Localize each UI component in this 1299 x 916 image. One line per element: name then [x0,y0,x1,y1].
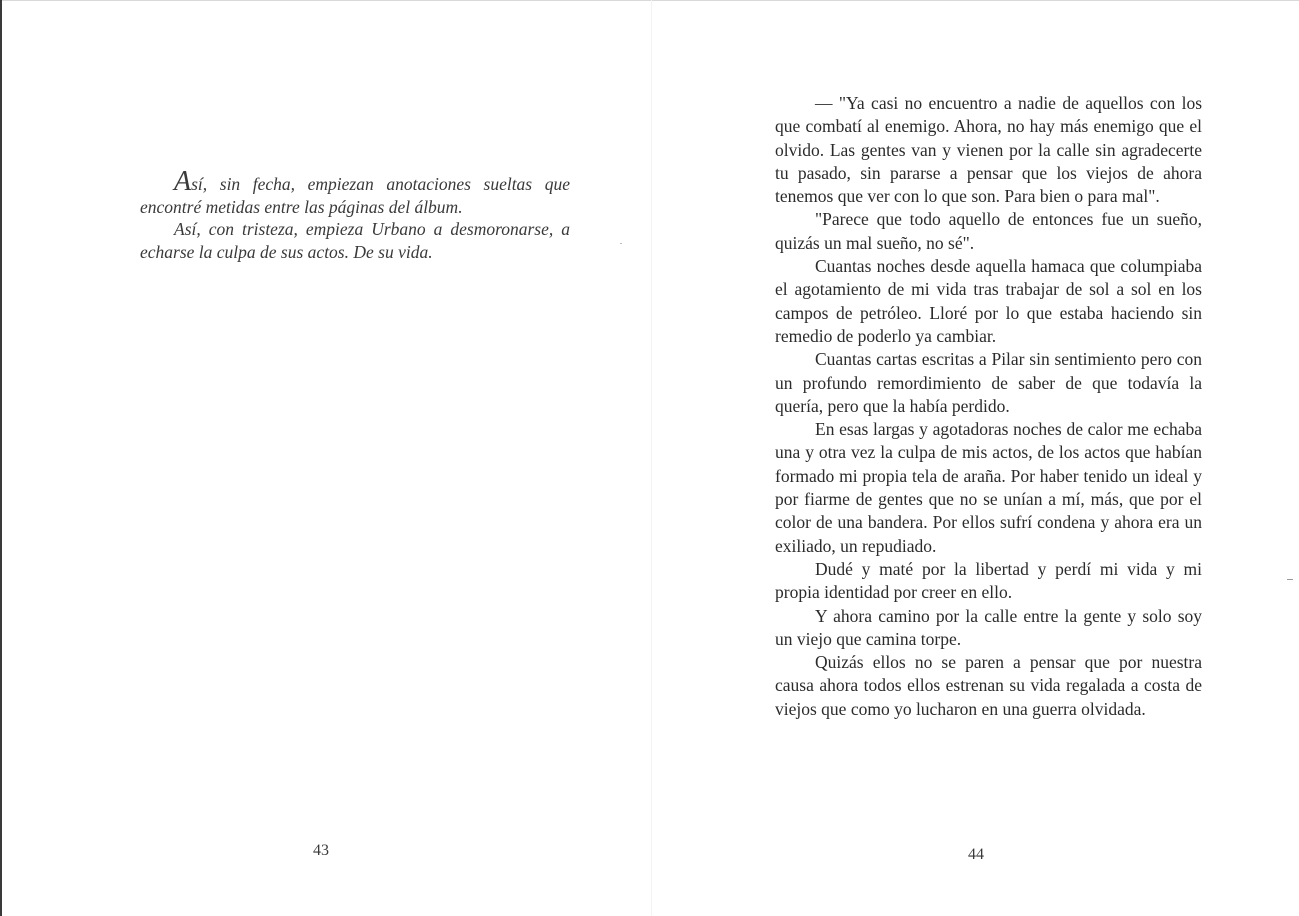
scan-speck [1287,579,1293,580]
scan-top-edge [0,0,1299,1]
right-page-text [775,92,1202,721]
page-number-right: 44 [968,846,984,863]
left-paragraph-2: Así, con tristeza, empieza Urbano a desmoronarse, a echarse la culpa de sus actos. De su vida. [140,219,570,262]
drop-cap: A [174,166,192,197]
page-number-left: 43 [313,842,329,859]
right-paragraph-2: "Parece que todo aquello de entonces fue un sueño, quizás un mal sueño, no sé". [775,209,1202,253]
right-paragraph-8: Quizás ellos no se paren a pensar que por nuestra causa ahora todos ellos estrenan su vida regalada a costa de viejos que como yo lucharon en una guerra olvidada. [775,652,1202,719]
right-paragraph-1: — "Ya casi no encuentro a nadie de aquellos con los que combatí al enemigo. Ahora, no hay más enemigo que el olvido. Las gentes van y vienen por la calle sin agradecerte tu pasado, sin pararse a pensar que los viejos de ahora tenemos que ver con lo que son. Para bien o para mal". [775,93,1202,207]
right-paragraph-5: En esas largas y agotadoras noches de calor me echaba una y otra vez la culpa de mis actos, de los actos que habían formado mi propia tela de araña. Por haber tenido un ideal y por fiarme de gentes que no se unían a mí, más, que por el color de una bandera. Por ellos sufrí condena y ahora era un exiliado, un repudiado. [775,419,1202,556]
left-page-text [140,166,570,263]
left-paragraph-1 [140,166,570,218]
right-paragraph-3: Cuantas noches desde aquella hamaca que columpiaba el agotamiento de mi vida tras trabajar de sol a sol en los campos de petróleo. Lloré por lo que estaba haciendo sin remedio de poderlo ya cambiar. [775,256,1202,346]
right-paragraph-6: Dudé y maté por la libertad y perdí mi vida y mi propia identidad por creer en ello. [775,558,1202,603]
scan-left-edge [0,0,2,916]
book-gutter [651,0,652,916]
left-paragraph-1-text: sí, sin fecha, empiezan anotaciones sueltas que encontré metidas entre las páginas del álbum. [140,174,570,217]
right-paragraph-7: Y ahora camino por la calle entre la gente y solo soy un viejo que camina torpe. [775,605,1202,649]
scan-speck [620,243,622,244]
right-paragraph-4: Cuantas cartas escritas a Pilar sin sentimiento pero con un profundo remordimiento de saber de que todavía la quería, pero que la había perdido. [775,349,1202,416]
